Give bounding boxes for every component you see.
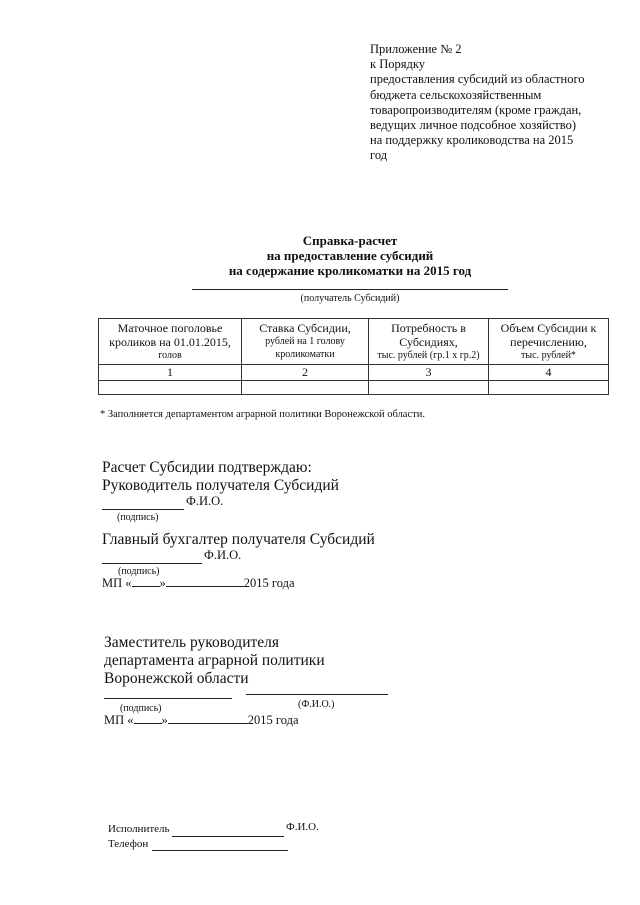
table-number-row bbox=[99, 365, 609, 381]
phone-line bbox=[152, 850, 288, 851]
executor-line bbox=[172, 836, 284, 837]
appendix-line: ведущих личное подсобное хозяйство) bbox=[370, 118, 576, 133]
table-data-row bbox=[99, 381, 609, 395]
executor-label: Исполнитель bbox=[108, 823, 170, 835]
data-cell[interactable] bbox=[242, 381, 369, 395]
appendix-line: предоставления субсидий из областного bbox=[370, 72, 585, 87]
header-sub: рублей на 1 голову кроликоматки bbox=[265, 336, 345, 360]
confirm-heading: Расчет Субсидии подтверждаю: bbox=[102, 459, 312, 476]
mp-suffix: 2015 года bbox=[243, 576, 295, 590]
header-main: Маточное поголовье кроликов на 01.01.2015, bbox=[109, 321, 231, 349]
document-subtitle-2: на содержание кроликоматки на 2015 год bbox=[228, 263, 472, 278]
mp-prefix: МП « bbox=[104, 713, 134, 727]
mp-suffix: 2015 года bbox=[247, 713, 299, 727]
header-main: Ставка Субсидии, bbox=[259, 321, 351, 335]
director-fio: Ф.И.О. bbox=[186, 494, 224, 508]
director-title: Руководитель получателя Субсидий bbox=[102, 477, 339, 494]
mp-mid: » bbox=[161, 713, 168, 727]
appendix-line: к Порядку bbox=[370, 57, 425, 72]
recipient-caption: (получатель Субсидий) bbox=[300, 293, 400, 304]
document-title: Справка-расчет bbox=[302, 233, 398, 248]
column-number: 2 bbox=[242, 365, 369, 381]
accountant-stamp-label bbox=[102, 576, 295, 591]
header-cell bbox=[242, 319, 369, 365]
mp-prefix: МП « bbox=[102, 576, 132, 590]
deputy-region: Воронежской области bbox=[104, 670, 249, 687]
appendix-line: товаропроизводителям (кроме граждан, bbox=[370, 102, 582, 117]
director-sign-caption: (подпись) bbox=[117, 512, 159, 523]
appendix-line: Приложение № 2 bbox=[370, 42, 462, 56]
data-cell[interactable] bbox=[99, 381, 242, 395]
deputy-signature-line bbox=[104, 698, 232, 699]
column-number: 3 bbox=[369, 365, 489, 381]
deputy-department: департамента аграрной политики bbox=[104, 652, 325, 669]
accountant-sign-caption: (подпись) bbox=[118, 566, 160, 577]
accountant-fio: Ф.И.О. bbox=[204, 548, 242, 562]
data-cell[interactable] bbox=[489, 381, 609, 395]
director-signature-line bbox=[102, 509, 184, 510]
document-subtitle: на предоставление субсидий bbox=[266, 248, 434, 263]
data-cell[interactable] bbox=[369, 381, 489, 395]
deputy-fio-line bbox=[246, 694, 388, 695]
mp-mid: » bbox=[159, 576, 166, 590]
appendix-line: год bbox=[370, 148, 388, 163]
header-cell bbox=[489, 319, 609, 365]
appendix-block bbox=[370, 42, 610, 164]
header-sub: тыс. рублей (гр.1 х гр.2) bbox=[377, 350, 480, 361]
header-main: Объем Субсидии к перечислению, bbox=[500, 321, 597, 349]
executor-fio: Ф.И.О. bbox=[286, 821, 319, 833]
header-main: Потребность в Субсидиях, bbox=[391, 321, 466, 349]
deputy-sign-caption: (подпись) bbox=[120, 703, 162, 714]
header-sub: тыс. рублей* bbox=[521, 350, 576, 361]
phone-label: Телефон bbox=[108, 838, 149, 850]
header-cell bbox=[99, 319, 242, 365]
accountant-signature-line bbox=[102, 563, 202, 564]
footnote: * Заполняется департаментом аграрной политики Воронежской области. bbox=[100, 409, 425, 420]
deputy-title: Заместитель руководителя bbox=[104, 634, 280, 651]
deputy-fio-caption: (Ф.И.О.) bbox=[298, 699, 335, 710]
accountant-title: Главный бухгалтер получателя Субсидий bbox=[102, 531, 375, 548]
header-sub: голов bbox=[158, 350, 182, 361]
appendix-line: на поддержку кролиководства на 2015 bbox=[370, 133, 574, 148]
column-number: 4 bbox=[489, 365, 609, 381]
calculation-table bbox=[98, 318, 609, 395]
deputy-stamp-label bbox=[104, 713, 299, 728]
recipient-line bbox=[192, 289, 508, 290]
appendix-line: бюджета сельскохозяйственным bbox=[370, 87, 542, 102]
table-header-row bbox=[99, 319, 609, 365]
header-cell bbox=[369, 319, 489, 365]
column-number: 1 bbox=[99, 365, 242, 381]
